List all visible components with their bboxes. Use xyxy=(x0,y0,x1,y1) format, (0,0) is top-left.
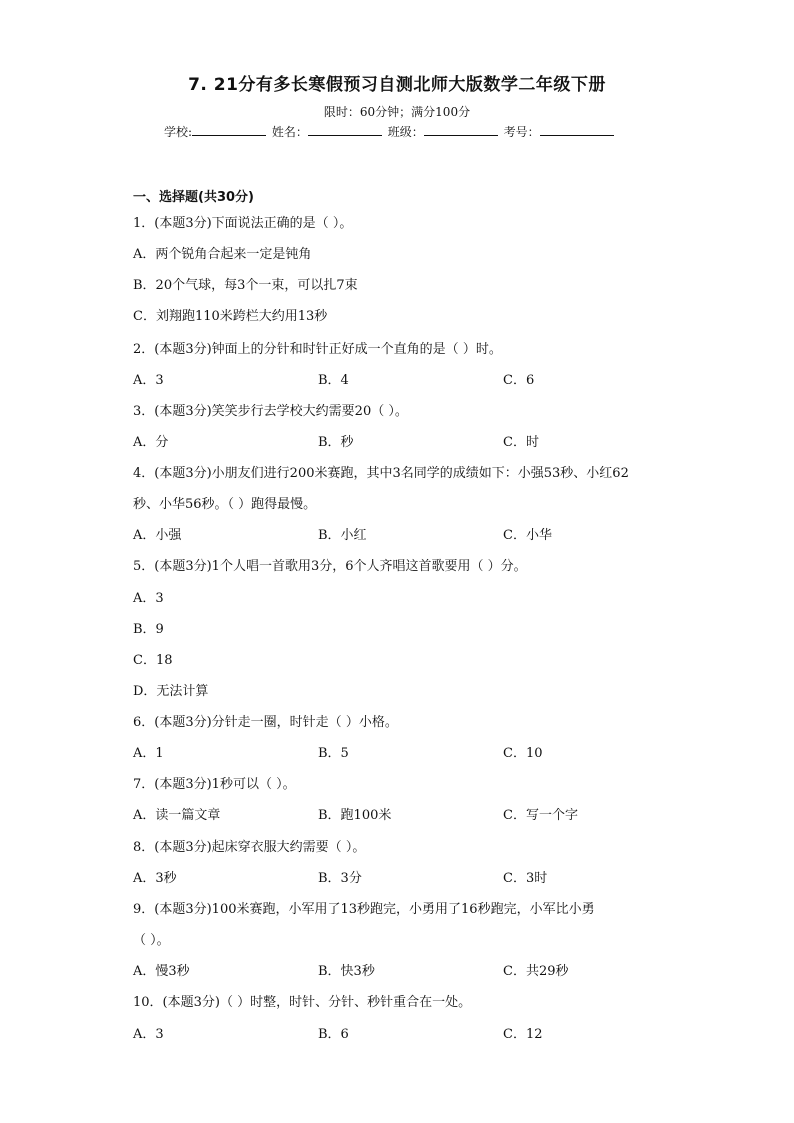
name-label: 姓名： xyxy=(271,125,308,139)
question-1-option-a: A．两个锐角合起来一定是钝角 xyxy=(133,247,312,262)
question-6-stem: 6．(本题3分)分针走一圈，时针走（ ）小格。 xyxy=(133,715,398,730)
question-2-option-a: A．3 xyxy=(133,373,164,388)
question-1-option-c: C．刘翔跑110米跨栏大约用13秒 xyxy=(133,309,328,324)
exam-number-label: 考号： xyxy=(503,125,540,139)
exam-limits: 限时：60分钟；满分100分 xyxy=(323,105,471,119)
question-1-option-b: B．20个气球，每3个一束，可以扎7束 xyxy=(133,278,358,293)
question-2-option-b: B．4 xyxy=(318,373,349,388)
class-blank xyxy=(424,123,498,136)
student-info-row xyxy=(164,123,616,140)
question-4-stem-line-1: 4．(本题3分)小朋友们进行200米赛跑，其中3名同学的成绩如下：小强53秒、小红62 xyxy=(133,466,629,481)
question-5-option-c: C．18 xyxy=(133,653,173,668)
question-10-option-a: A．3 xyxy=(133,1027,164,1042)
question-9-option-a: A．慢3秒 xyxy=(133,964,190,979)
question-8-option-c: C．3时 xyxy=(503,871,548,886)
question-4-option-a: A．小强 xyxy=(133,528,182,543)
question-3-stem: 3．(本题3分)笑笑步行去学校大约需要20（ ）。 xyxy=(133,404,408,419)
school-label: 学校: xyxy=(164,125,193,139)
question-7-option-b: B．跑100米 xyxy=(318,808,392,823)
exam-number-blank xyxy=(540,123,614,136)
question-9-option-c: C．共29秒 xyxy=(503,964,569,979)
page-title: 7. 21分有多长寒假预习自测北师大版数学二年级下册 xyxy=(188,75,606,95)
question-3-option-c: C．时 xyxy=(503,435,539,450)
question-2-option-c: C．6 xyxy=(503,373,535,388)
question-6-option-c: C．10 xyxy=(503,746,543,761)
section-heading: 一、选择题(共30分) xyxy=(133,190,254,205)
question-2-stem: 2．(本题3分)钟面上的分针和时针正好成一个直角的是（ ）时。 xyxy=(133,342,502,357)
school-blank xyxy=(192,123,266,136)
question-8-option-a: A．3秒 xyxy=(133,871,177,886)
question-4-stem-line-2: 秒、小华56秒。（ ）跑得最慢。 xyxy=(133,497,317,512)
question-4-option-b: B．小红 xyxy=(318,528,367,543)
question-5-stem: 5．(本题3分)1个人唱一首歌用3分，6个人齐唱这首歌要用（ ）分。 xyxy=(133,559,527,574)
question-5-option-d: D．无法计算 xyxy=(133,684,209,699)
name-blank xyxy=(308,123,382,136)
question-3-option-a: A．分 xyxy=(133,435,169,450)
question-4-option-c: C．小华 xyxy=(503,528,552,543)
question-5-option-a: A．3 xyxy=(133,591,164,606)
question-5-option-b: B．9 xyxy=(133,622,164,637)
question-9-option-b: B．快3秒 xyxy=(318,964,375,979)
question-8-stem: 8．(本题3分)起床穿衣服大约需要（ ）。 xyxy=(133,840,366,855)
question-7-option-a: A．读一篇文章 xyxy=(133,808,221,823)
question-10-option-b: B．6 xyxy=(318,1027,349,1042)
question-6-option-b: B．5 xyxy=(318,746,349,761)
question-9-stem-line-1: 9．(本题3分)100米赛跑，小军用了13秒跑完，小勇用了16秒跑完，小军比小勇 xyxy=(133,902,595,917)
question-9-stem-line-2: （ ）。 xyxy=(133,933,170,948)
question-7-option-c: C．写一个字 xyxy=(503,808,578,823)
question-6-option-a: A．1 xyxy=(133,746,164,761)
question-7-stem: 7．(本题3分)1秒可以（ ）。 xyxy=(133,777,296,792)
question-8-option-b: B．3分 xyxy=(318,871,362,886)
class-label: 班级： xyxy=(387,125,424,139)
question-3-option-b: B．秒 xyxy=(318,435,354,450)
question-10-option-c: C．12 xyxy=(503,1027,543,1042)
question-1-stem: 1．(本题3分)下面说法正确的是（ ）。 xyxy=(133,216,353,231)
question-10-stem: 10．(本题3分)（ ）时整，时针、分针、秒针重合在一处。 xyxy=(133,995,472,1010)
